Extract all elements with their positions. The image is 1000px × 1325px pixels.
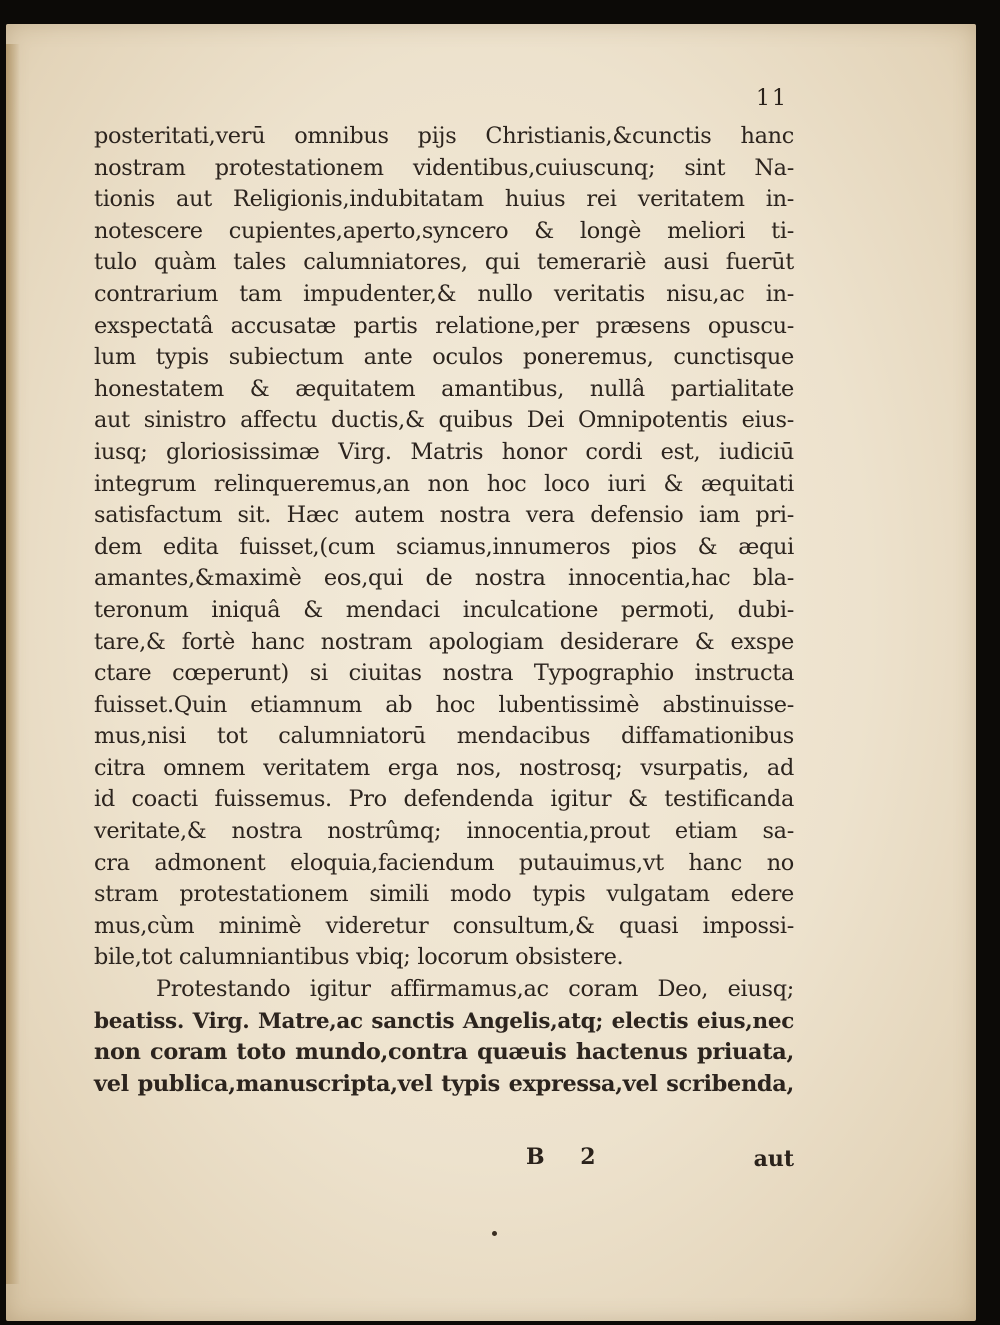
text-line: tionis aut Religionis,indubitatam huius rei veritatem in-	[94, 186, 794, 213]
text-line: satisfactum sit. Hæc autem nostra vera defensio iam pri-	[94, 502, 794, 529]
text-line: tare,& fortè hanc nostram apologiam desiderare & exspe	[94, 628, 794, 655]
page-edge-stain	[6, 44, 20, 1284]
text-line: fuisset.Quin etiamnum ab hoc lubentissimè abstinuisse-	[94, 691, 794, 718]
text-line: citra omnem veritatem erga nos, nostrosq; vsurpatis, ad	[94, 754, 794, 781]
ink-dot	[492, 1231, 497, 1236]
text-line: ctare cœperunt) si ciuitas nostra Typographio instructa	[94, 660, 794, 687]
signature-mark: B 2	[526, 1144, 610, 1170]
text-line: honestatem & æquitatem amantibus, nullâ partialitate	[94, 375, 794, 402]
text-line: contrarium tam impudenter,& nullo veritatis nisu,ac in-	[94, 280, 794, 307]
text-line: lum typis subiectum ante oculos poneremus, cunctisque	[94, 344, 794, 371]
text-line: exspectatâ accusatæ partis relatione,per præsens opuscu-	[94, 312, 794, 339]
text-line: cra admonent eloquia,faciendum putauimus,vt hanc no	[94, 849, 794, 876]
text-line: integrum relinqueremus,an non hoc loco iuri & æquitati	[94, 470, 794, 497]
text-line: iusq; gloriosissimæ Virg. Matris honor cordi est, iudiciū	[94, 438, 794, 465]
text-line: tulo quàm tales calumniatores, qui temerariè ausi fuerūt	[94, 249, 794, 276]
folio-number: 11	[756, 86, 788, 111]
text-line: teronum iniquâ & mendaci inculcatione permoti, dubi-	[94, 596, 794, 623]
text-line: stram protestationem simili modo typis vulgatam edere	[94, 881, 794, 908]
text-line: posteritati,verū omnibus pijs Christianis,&cunctis hanc	[94, 123, 794, 149]
text-line: beatiss. Virg. Matre,ac sanctis Angelis,atq; electis eius,nec	[94, 1008, 794, 1034]
signature-line	[94, 1142, 794, 1174]
text-line: mus,cùm minimè videretur consultum,& quasi impossi-	[94, 912, 794, 939]
text-line: amantes,&maximè eos,qui de nostra innocentia,hac bla-	[94, 565, 794, 592]
text-line: non coram toto mundo,contra quæuis hactenus priuata,	[94, 1039, 794, 1066]
text-line: bile,tot calumniantibus vbiq; locorum obsistere.	[94, 944, 624, 971]
text-line: dem edita fuisset,(cum sciamus,innumeros pios & æqui	[94, 533, 794, 560]
text-line: veritate,& nostra nostrûmq; innocentia,prout etiam sa-	[94, 818, 794, 845]
main-text-block	[94, 121, 794, 1100]
catchword: aut	[753, 1146, 794, 1172]
text-line: aut sinistro affectu ductis,& quibus Dei Omnipotentis eius-	[94, 407, 794, 434]
book-page	[6, 24, 976, 1321]
text-line: id coacti fuissemus. Pro defendenda igitur & testificanda	[94, 786, 794, 813]
text-line: mus,nisi tot calumniatorū mendacibus diffamationibus	[94, 723, 794, 750]
text-line: nostram protestationem videntibus,cuiuscunq; sint Na-	[94, 154, 794, 181]
paragraph-first-line: Protestando igitur affirmamus,ac coram Deo, eiusq;	[156, 976, 794, 1003]
text-line: notescere cupientes,aperto,syncero & longè meliori ti-	[94, 217, 794, 244]
text-line: vel publica,manuscripta,vel typis expressa,vel scribenda,	[94, 1070, 794, 1097]
